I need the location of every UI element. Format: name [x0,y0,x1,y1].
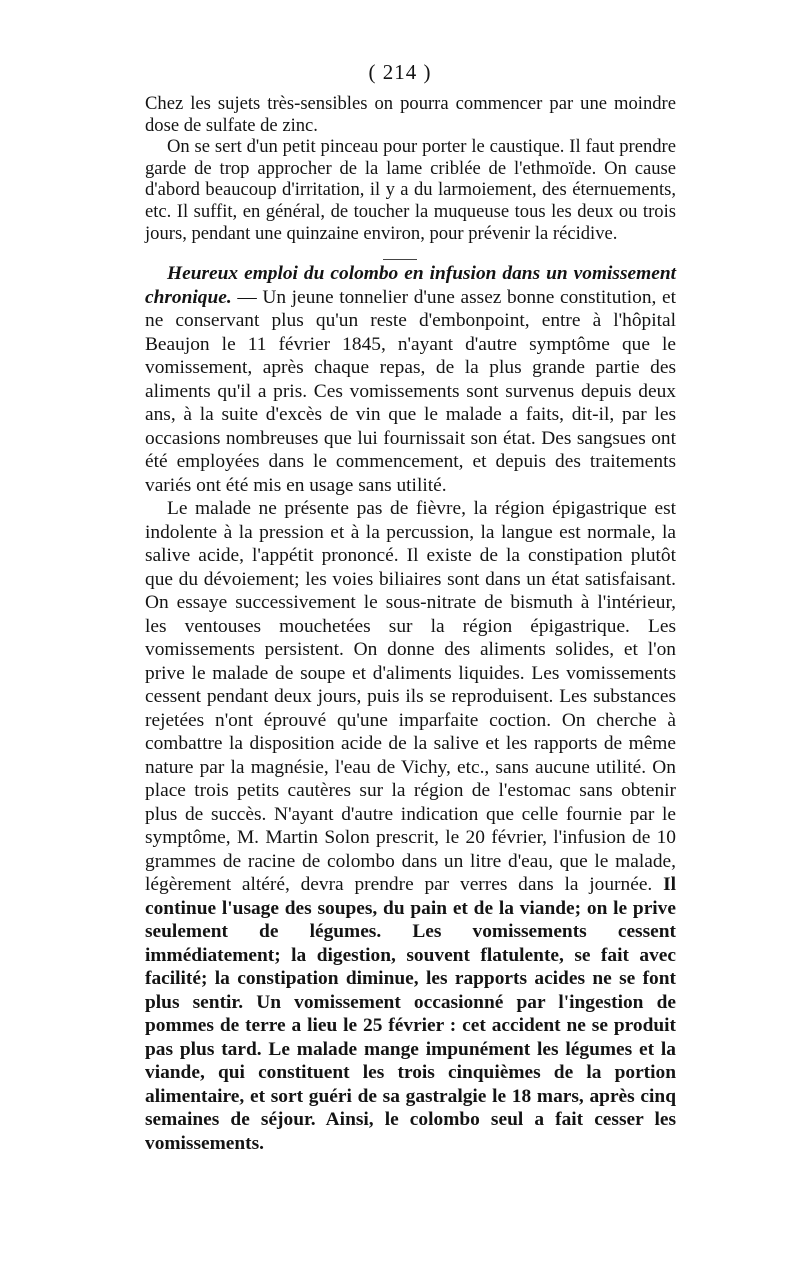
paragraph-sensitive-subjects: Chez les sujets très-sensibles on pourra commencer par une moindre dose de sulfate de zinc. [145,93,676,136]
paragraph-case-intro [145,262,676,497]
section-heading: Heureux emploi du colombo en infusion dans un vomissement chronique. [145,263,676,308]
treatment-text-part-1: Le malade ne présente pas de fièvre, la région épigastrique est indolente à la pression et à la percussion, la langue est normale, la salive acide, l'appétit prononcé. Il existe de la constipation plutôt que du dévoiement; les voies biliaires sont dans un état satisfaisant. On essaye successivement le sous-nitrate de bismuth à l'intérieur, les ventouses mouchetées sur la région épigastrique. Les vomissements persistent. On donne des aliments solides, et l'on prive le malade de soupe et d'aliments liquides. Les vomissements cessent pendant deux jours, puis ils se reproduisent. Les substances rejetées n'ont éprouvé qu'une imparfaite coction. On cherche à combattre la disposition acide de la salive et les rapports de même nature par la magnésie, l'eau de Vichy, etc., sans aucune utilité. On place trois petits cautères sur la région de l'estomac sans obtenir plus de succès. N'ayant d'autre indication que celle fournie par le symptôme, M. Martin Solon prescrit, le 20 février, l'infusion de 10 grammes de racine de colombo dans un litre d'eau, que le malade, légèrement altéré, devra prendre par verres dans la journée. [145,498,676,895]
treatment-text-part-2: Il continue l'usage des soupes, du pain et de la viande; on le prive seulement de légumes. Les vomissements cessent immédiatement; la digestion, souvent flatulente, se fait avec facilité; la constipation diminue, les rapports acides ne se font plus sentir. Un vomissement occasionné par l'ingestion de pommes de terre a lieu le 25 février : cet accident ne se produit pas plus tard. Le malade mange impunément les légumes et la viande, qui constituent les trois cinquièmes de la portion alimentaire, et sort guéri de sa gastralgie le 18 mars, après cinq semaines de séjour. Ainsi, le colombo seul a fait cesser les vomissements. [145,874,677,1154]
section-sulfate-zinc [145,93,676,244]
section-divider [383,259,417,260]
section-colombo-case [145,262,676,1155]
page-number: ( 214 ) [368,60,432,84]
paragraph-treatment [145,497,676,1155]
case-intro-text: — Un jeune tonnelier d'une assez bonne constitution, et ne conservant plus qu'un reste d'embonpoint, entre à l'hôpital Beaujon le 11 février 1845, n'ayant d'autre symptôme que le vomissement, après chaque repas, de la plus grande partie des aliments qu'il a pris. Ces vomissements sont survenus depuis deux ans, à la suite d'excès de vin que le malade a faits, dit-il, par les occasions nombreuses que lui fournissait son état. Des sangsues ont été employées dans le commencement, et depuis des traitements variés ont été mis en usage sans utilité. [145,286,676,496]
paragraph-caustic-brush: On se sert d'un petit pinceau pour porter le caustique. Il faut prendre garde de trop approcher de la lame criblée de l'ethmoïde. On cause d'abord beaucoup d'irritation, il y a du larmoiement, des éternuements, etc. Il suffit, en général, de toucher la muqueuse tous les deux ou trois jours, pendant une quinzaine environ, pour prévenir la récidive. [145,136,676,244]
